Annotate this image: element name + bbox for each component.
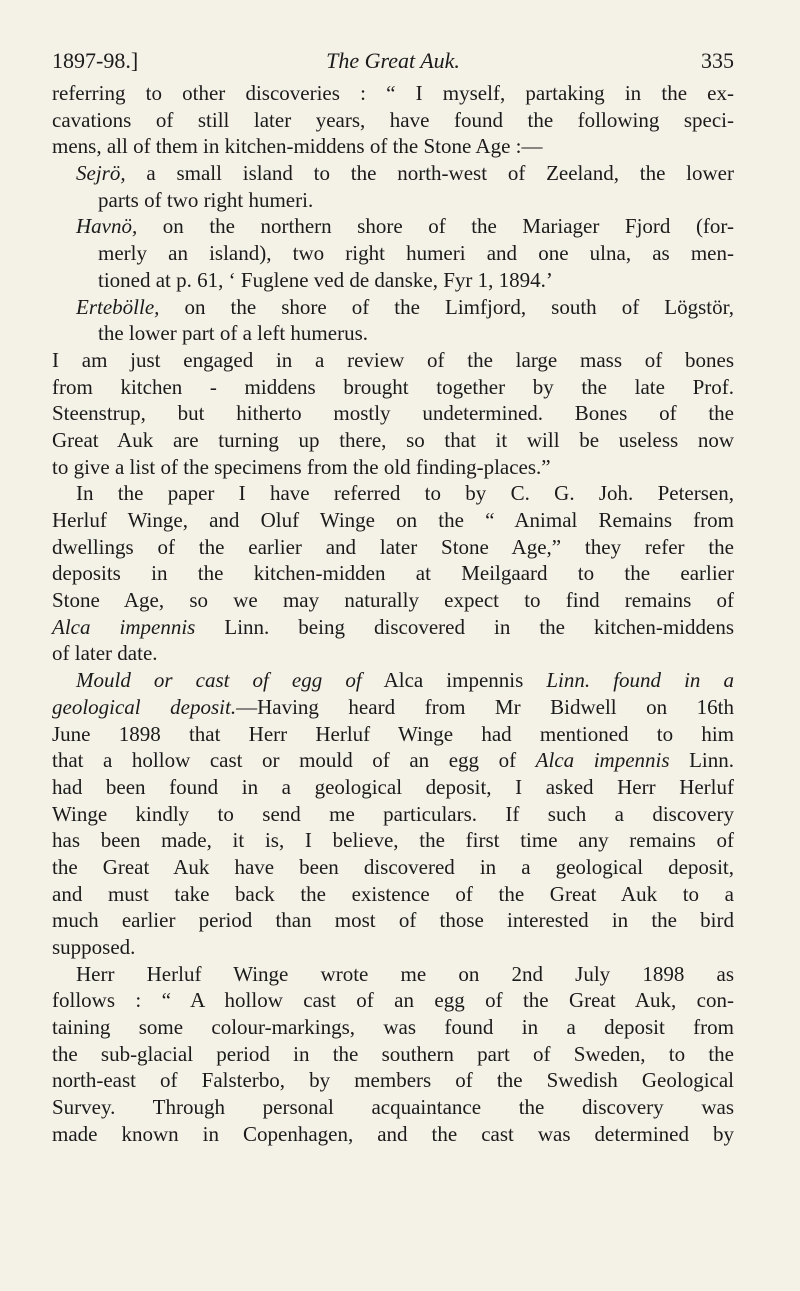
line-text: cavations of still later years, have found the following speci- — [52, 107, 734, 132]
line-text: taining some colour-markings, was found in a deposit from — [52, 1015, 734, 1040]
italic-text: Havnö, — [76, 214, 138, 239]
page-number: 335 — [701, 48, 734, 73]
text-line — [52, 1014, 734, 1041]
line-text: north-east of Falsterbo, by members of the Swedish Geological — [52, 1068, 734, 1093]
text-line — [52, 1094, 734, 1121]
line-text: parts of two right humeri. — [98, 187, 314, 212]
line-text: made known in Copenhagen, and the cast was determined by — [52, 1121, 734, 1146]
italic-text: geological deposit. — [52, 694, 237, 719]
text-line — [52, 801, 734, 828]
line-text: Winge kindly to send me particulars. If such a discovery — [52, 801, 734, 826]
line-text: to give a list of the specimens from the old finding-places.” — [52, 454, 551, 479]
text-line — [52, 267, 734, 294]
text-line — [52, 774, 734, 801]
text-line — [52, 534, 734, 561]
italic-text: Alca impennis — [52, 614, 196, 639]
line-text: Steenstrup, but hitherto mostly undetermined. Bones of the — [52, 401, 734, 426]
line-text: has been made, it is, I believe, the first time any remains of — [52, 828, 734, 853]
line-text: In the paper I have referred to by C. G. Joh. Petersen, — [76, 481, 734, 506]
italic-text: Ertebölle, — [76, 294, 160, 319]
text-line — [52, 987, 734, 1014]
text-line — [52, 1067, 734, 1094]
text-line — [52, 747, 734, 774]
line-text: merly an island), two right humeri and one ulna, as men- — [98, 241, 734, 266]
text-line — [52, 454, 734, 481]
text-line — [52, 961, 734, 988]
line-text: Great Auk are turning up there, so that it will be useless now — [52, 427, 734, 452]
text-line — [52, 480, 734, 507]
text-line — [52, 934, 734, 961]
text-line — [52, 294, 734, 321]
text-line — [52, 560, 734, 587]
line-text: Herr Herluf Winge wrote me on 2nd July 1898 as — [76, 961, 734, 986]
line-text: on the shore of the Limfjord, south of Lögstör, — [159, 294, 734, 319]
running-head — [52, 44, 734, 78]
line-text: follows : “ A hollow cast of an egg of the Great Auk, con- — [52, 988, 734, 1013]
text-line — [52, 907, 734, 934]
text-line — [52, 614, 734, 641]
line-text: that a hollow cast or mould of an egg of — [52, 748, 536, 773]
line-text: the Great Auk have been discovered in a geological deposit, — [52, 854, 734, 879]
line-text: Herluf Winge, and Oluf Winge on the “ Animal Remains from — [52, 508, 734, 532]
header-title: The Great Auk. — [326, 48, 460, 73]
line-text: supposed. — [52, 935, 136, 959]
text-line — [52, 827, 734, 854]
line-text: —Having heard from Mr Bidwell on 16th — [236, 694, 735, 719]
text-line — [52, 400, 734, 427]
line-text: I am just engaged in a review of the large mass of bones — [52, 347, 734, 372]
text-line — [52, 507, 734, 534]
header-year: 1897-98.] — [52, 48, 139, 73]
line-text: from kitchen - middens brought together by the late Prof. — [52, 374, 734, 399]
text-line — [52, 133, 734, 160]
line-text: deposits in the kitchen-midden at Meilgaard to the earlier — [52, 561, 734, 586]
line-text: much earlier period than most of those interested in the bird — [52, 908, 734, 933]
text-line — [52, 1121, 734, 1148]
italic-text: Mould or cast of egg of — [76, 668, 362, 693]
line-text: tioned at p. 61, ‘ Fuglene ved de danske, Fyr 1, 1894.’ — [98, 267, 553, 292]
line-text: referring to other discoveries : “ I myself, partaking in the ex- — [52, 81, 734, 105]
line-text: the lower part of a left humerus. — [98, 321, 368, 346]
text-line — [52, 427, 734, 454]
italic-text: Linn. found in a — [546, 668, 734, 693]
text-line — [52, 1041, 734, 1068]
text-line — [52, 881, 734, 908]
line-text: June 1898 that Herr Herluf Winge had mentioned to him — [52, 721, 734, 746]
text-line — [52, 374, 734, 401]
text-line — [52, 721, 734, 748]
text-line — [52, 640, 734, 667]
italic-text: Sejrö, — [76, 161, 126, 186]
text-line — [52, 320, 734, 347]
line-text: the sub-glacial period in the southern part of Sweden, to the — [52, 1041, 734, 1066]
line-text: Stone Age, so we may naturally expect to find remains of — [52, 588, 734, 613]
line-text: a small island to the north-west of Zeeland, the lower — [125, 161, 734, 186]
text-line — [52, 187, 734, 214]
text-line — [52, 587, 734, 614]
line-text: had been found in a geological deposit, I asked Herr Herluf — [52, 774, 734, 799]
text-line — [52, 854, 734, 881]
text-line — [52, 347, 734, 374]
text-line — [52, 107, 734, 134]
line-text: Linn. — [669, 748, 734, 773]
text-line — [52, 80, 734, 107]
line-text: Linn. being discovered in the kitchen-middens — [195, 614, 734, 639]
line-text: on the northern shore of the Mariager Fjord (for- — [137, 214, 734, 239]
italic-text: Alca impennis — [535, 748, 670, 773]
text-line — [52, 694, 734, 721]
text-line — [52, 160, 734, 187]
line-text: mens, all of them in kitchen-middens of the Stone Age :— — [52, 134, 543, 159]
line-text: dwellings of the earlier and later Stone Age,” they refer the — [52, 534, 734, 559]
text-line — [52, 213, 734, 240]
text-line — [52, 240, 734, 267]
line-text: Survey. Through personal acquaintance the discovery was — [52, 1095, 734, 1120]
line-text: of later date. — [52, 641, 158, 666]
text-line — [52, 667, 734, 694]
line-text: Alca impennis — [361, 668, 547, 693]
body-text — [52, 80, 734, 1148]
line-text: and must take back the existence of the Great Auk to a — [52, 881, 734, 906]
